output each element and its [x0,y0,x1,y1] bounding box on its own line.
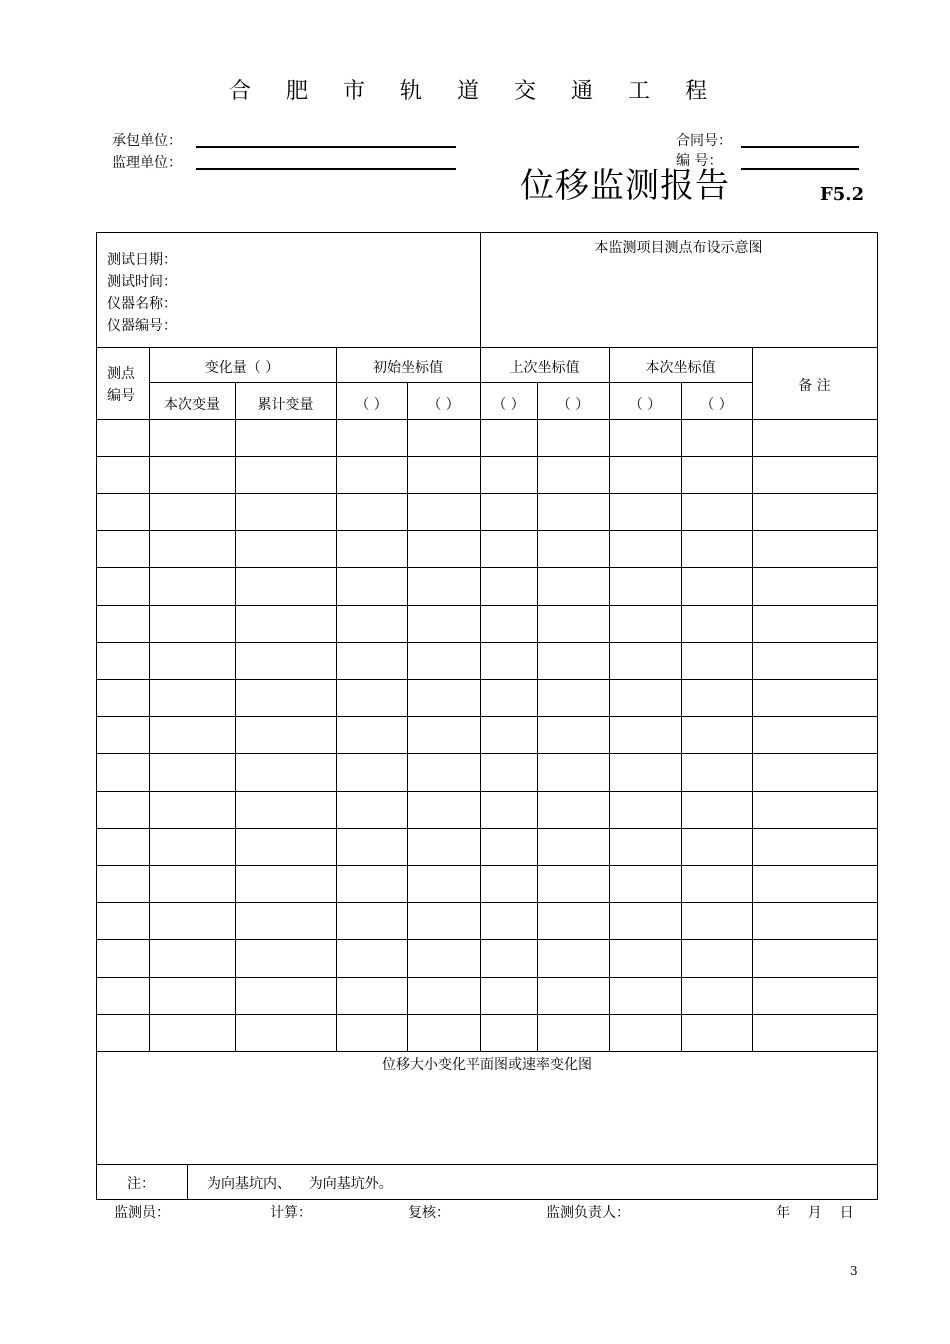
layout-diagram-area[interactable] [481,259,877,345]
date-label: 年 月 日 [776,1205,854,1221]
contract-no-field[interactable] [741,146,859,148]
row-rule [97,530,877,531]
report-title: 位移监测报告 [520,166,730,206]
col-divider [609,347,610,1051]
layout-diagram-label: 本监测项目测点布设示意图 [594,240,763,256]
remark-label: 备 注 [798,378,831,394]
calc-label: 计算： [270,1205,312,1221]
row-rule [97,828,877,829]
change-label: 变化量（ ） [204,360,280,376]
row-rule [97,1014,877,1015]
cumulative-change-label: 累计变量 [257,397,314,413]
row-rule [97,567,877,568]
point-no-label-1: 测点 [107,366,135,382]
chart-section-label: 位移大小变化平面图或速率变化图 [382,1057,592,1073]
note-label: 注： [127,1176,155,1192]
serial-no-label: 编 号： [676,153,723,169]
col-divider [480,347,481,1051]
unit-paren: （ ） [427,397,460,413]
org-title: 合 肥 市 轨 道 交 通 工 程 [229,79,721,104]
contractor-label: 承包单位： [112,133,182,149]
row-rule [97,753,877,754]
row-rule [97,939,877,940]
note-text: 为向基坑内、 为向基坑外。 [207,1176,393,1192]
test-date-label: 测试日期： [107,252,177,268]
note-rule [97,1164,877,1165]
unit-paren: （ ） [556,397,590,413]
note-divider [187,1164,188,1200]
unit-paren: （ ） [355,397,388,413]
header-bottom-rule [97,419,877,420]
chart-area[interactable] [98,1075,876,1163]
row-rule [97,679,877,680]
row-rule [97,902,877,903]
unit-paren: （ ） [700,397,733,413]
manager-label: 监测负责人： [546,1205,630,1221]
instrument-no-label: 仪器编号： [107,318,177,334]
table-bottom-rule [97,1051,877,1052]
supervisor-label: 监理单位： [112,155,182,171]
form-code: F5.2 [820,184,865,205]
initial-coord-label: 初始坐标值 [373,360,443,376]
contract-no-label: 合同号： [676,133,732,149]
current-coord-label: 本次坐标值 [645,360,716,376]
header-mid-rule [149,382,752,383]
test-time-label: 测试时间： [107,274,177,290]
row-rule [97,977,877,978]
row-rule [97,791,877,792]
serial-no-field[interactable] [741,168,859,170]
table-top-rule [97,347,877,348]
col-divider [336,347,337,1051]
review-label: 复核： [408,1205,450,1221]
unit-paren: （ ） [628,397,662,413]
last-coord-label: 上次坐标值 [509,360,580,376]
report-form [96,232,878,1200]
row-rule [97,605,877,606]
this-change-label: 本次变量 [164,397,220,413]
row-rule [97,716,877,717]
contractor-field[interactable] [196,146,456,148]
col-divider [149,347,150,1051]
unit-paren: （ ） [492,397,525,413]
monitor-label: 监测员： [114,1205,170,1221]
page-number: 3 [850,1264,858,1278]
row-rule [97,865,877,866]
point-no-label-2: 编号 [107,388,135,404]
instrument-name-label: 仪器名称： [107,296,177,312]
row-rule [97,456,877,457]
row-rule [97,642,877,643]
supervisor-field[interactable] [196,168,456,170]
col-divider [752,347,753,1051]
row-rule [97,493,877,494]
